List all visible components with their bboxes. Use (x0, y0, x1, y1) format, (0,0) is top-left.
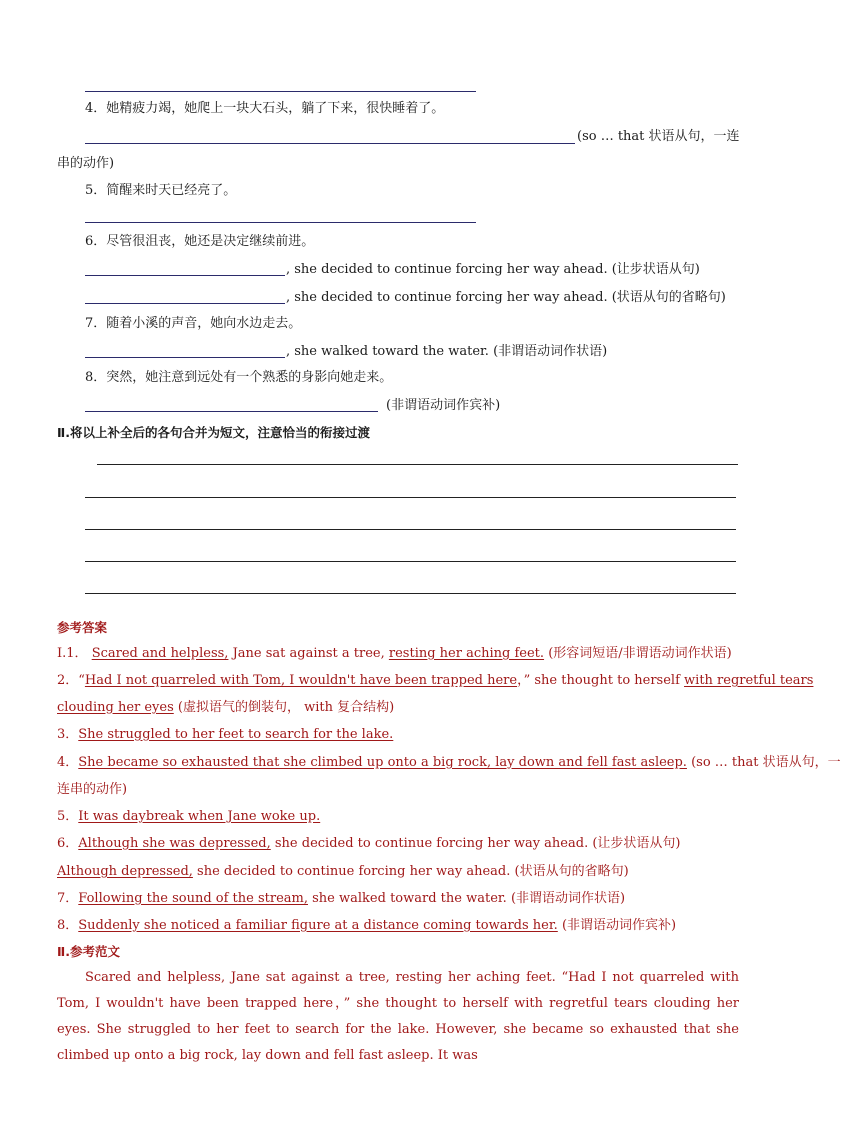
question-number: 8． (85, 370, 107, 385)
grammar-hint: (非谓语动词作状语) (493, 344, 608, 359)
underlined-answer: It was daybreak when Jane woke up. (78, 809, 321, 824)
essay-line-1[interactable] (97, 464, 738, 465)
grammar-hint: (状语从句的省略句) (611, 290, 726, 305)
underlined-answer: resting her aching feet. (388, 646, 545, 661)
underlined-answer: She became so exhausted that she climbed up onto a big rock, lay down and fell fast asleep. (78, 755, 687, 770)
answer-4 (57, 754, 841, 772)
sentence-text: , she walked toward the water. (286, 344, 489, 359)
question-8 (85, 369, 392, 387)
sentence-text: , she decided to continue forcing her way ahead. (286, 290, 608, 305)
q6-line1 (286, 261, 700, 279)
answer-blank-q7[interactable] (85, 357, 285, 358)
answer-heading: 参考答案 (57, 620, 108, 635)
q7-line (286, 343, 607, 361)
question-number: 4． (85, 101, 107, 116)
answer-blank-q3[interactable] (85, 91, 476, 92)
question-prompt: 简醒来时天已经亮了。 (106, 183, 237, 198)
underlined-answer: She struggled to her feet to search for the lake. (78, 727, 394, 742)
answer-number: 8． (57, 918, 79, 933)
answer-5 (57, 808, 320, 826)
underlined-answer: Suddenly she noticed a familiar figure at a distance coming towards her. (78, 918, 558, 933)
answer-blank-q6b[interactable] (85, 303, 285, 304)
question-prompt: 她精疲力竭，她爬上一块大石头，躺了下来，很快睡着了。 (106, 101, 445, 116)
answer-text: Jane sat against a tree, (232, 646, 385, 661)
section-2-title: Ⅱ.将以上补全后的各句合并为短文，注意恰当的衔接过渡 (57, 425, 370, 440)
answer-6 (57, 835, 681, 853)
underlined-answer: Following the sound of the stream, (78, 891, 308, 906)
answer-number: 7． (57, 891, 79, 906)
essay-line-2[interactable] (85, 497, 736, 498)
essay-line-4[interactable] (85, 561, 736, 562)
q6-line2 (286, 289, 726, 307)
question-7 (85, 315, 301, 333)
question-number: 7． (85, 316, 107, 331)
essay-line-5[interactable] (85, 593, 736, 594)
grammar-hint-cont: 串的动作) (57, 156, 115, 171)
grammar-hint: (so … that 状语从句，一连 (577, 129, 740, 144)
answer-text: she decided to continue forcing her way ahead. (274, 836, 589, 851)
model-essay-text: Scared and helpless, Jane sat against a tree, resting her aching feet. “Had I not quarreled with Tom, I wouldn't have been trapped here，” she thought to herself with regretful tears clouding her eyes. She struggled to her feet to search for the lake. However, she became so exhausted that she climbed up onto a big rock, lay down and fell fast asleep. It was (57, 970, 739, 1063)
answer-text: she walked toward the water. (312, 891, 507, 906)
answer-blank-q5[interactable] (85, 222, 476, 223)
answer-text: ，” she thought to herself (517, 673, 680, 688)
grammar-hint-cont: 连串的动作) (57, 782, 128, 797)
answer-2 (57, 672, 814, 690)
grammar-hint: (让步状语从句) (592, 836, 681, 851)
grammar-hint: (让步状语从句) (611, 262, 700, 277)
answer-text: she decided to continue forcing her way ahead. (197, 864, 511, 879)
sentence-text: , she decided to continue forcing her way ahead. (286, 262, 608, 277)
model-essay-heading: Ⅱ.参考范文 (57, 944, 120, 959)
grammar-hint: (非谓语动词作状语) (510, 891, 626, 906)
underlined-answer: Although depressed, (57, 864, 193, 879)
answer-number: 6． (57, 836, 79, 851)
question-6 (85, 233, 314, 251)
question-number: 6． (85, 234, 107, 249)
answer-number: 2．“ (57, 673, 85, 688)
answer-2-cont (57, 699, 394, 717)
grammar-hint: (so … that 状语从句，一 (691, 755, 841, 770)
underlined-answer: Scared and helpless, (91, 646, 229, 661)
question-prompt: 突然，她注意到远处有一个熟悉的身影向她走来。 (106, 370, 393, 385)
answer-3 (57, 726, 393, 744)
underlined-answer: Although she was depressed, (78, 836, 271, 851)
grammar-hint: (形容词短语/非谓语动词作状语) (548, 646, 732, 661)
answer-1 (57, 645, 732, 663)
answer-blank-q6a[interactable] (85, 275, 285, 276)
answer-6b (57, 863, 629, 881)
essay-line-3[interactable] (85, 529, 736, 530)
answer-number: 4． (57, 755, 79, 770)
answer-number: 5． (57, 809, 79, 824)
answer-blank-q8[interactable] (85, 411, 378, 412)
grammar-hint: (虚拟语气的倒装句， with 复合结构) (177, 700, 395, 715)
answer-8 (57, 917, 676, 935)
grammar-hint: (非谓语动词作宾补) (386, 398, 501, 413)
underlined-answer: Had I not quarreled with Tom, I wouldn't have been trapped here (84, 673, 518, 688)
underlined-answer: clouding her eyes (57, 700, 174, 715)
question-4 (85, 100, 444, 118)
question-5 (85, 182, 236, 200)
underlined-answer: with regretful tears (684, 673, 814, 688)
answer-number: Ⅰ.1． (57, 646, 88, 661)
answer-number: 3． (57, 727, 79, 742)
grammar-hint: (状语从句的省略句) (514, 864, 629, 879)
question-number: 5． (85, 183, 107, 198)
question-prompt: 尽管很沮丧，她还是决定继续前进。 (106, 234, 315, 249)
question-prompt: 随着小溪的声音，她向水边走去。 (106, 316, 302, 331)
answer-7 (57, 890, 625, 908)
grammar-hint: (非谓语动词作宾补) (561, 918, 677, 933)
answer-blank-q4[interactable] (85, 143, 575, 144)
